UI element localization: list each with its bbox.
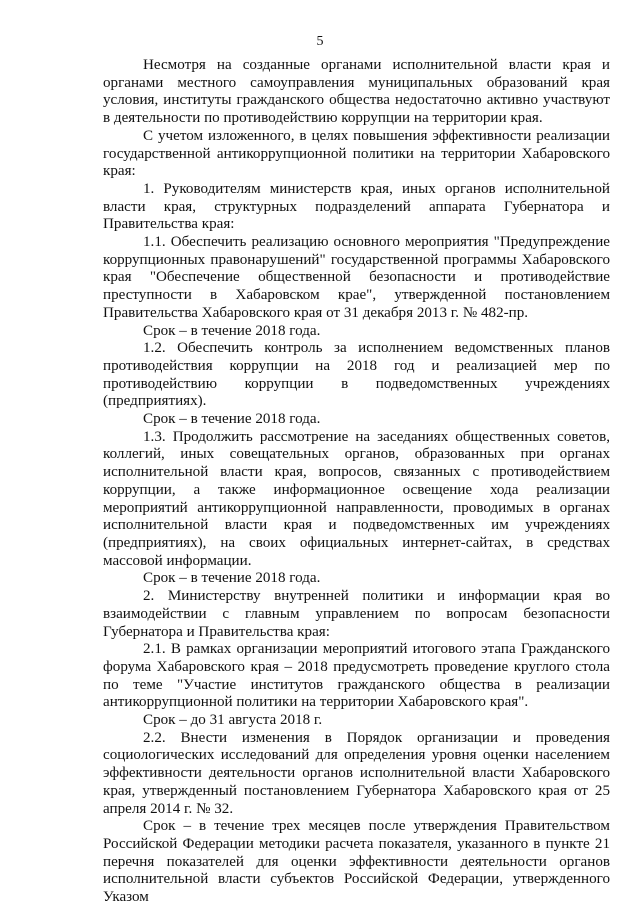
deadline-item-2-2: Срок – в течение трех месяцев после утверждения Правительством Российской Федерации методики расчета показателя, указанного в пункте 21 перечня показателей для оценки эффективности деятельности органов исполнительной власти субъектов Российской Федерации, утвержденного Указом xyxy=(103,818,610,906)
paragraph-purpose: С учетом изложенного, в целях повышения эффективности реализации государственной антикоррупционной политики на территории Хабаровского края: xyxy=(103,127,610,180)
deadline-item-1-1: Срок – в течение 2018 года. xyxy=(143,322,321,339)
deadline-item-1-3: Срок – в течение 2018 года. xyxy=(143,570,321,587)
paragraph-item-2-2: 2.2. Внести изменения в Порядок организации и проведения социологических исследований для определения уровня оценки населением эффективности деятельности органов исполнительной власти Хабаровского края, утвержденный постановлением Губернатора Хабаровского края от 25 апреля 2014 г. № 32. xyxy=(103,729,610,817)
paragraph-item-2-1: 2.1. В рамках организации мероприятий итогового этапа Гражданского форума Хабаровского края – 2018 предусмотреть проведение круглого стола по теме "Участие институтов гражданского общества в реализации антикоррупционной политики на территории Хабаровского края". xyxy=(103,641,610,711)
deadline-item-1-2: Срок – в течение 2018 года. xyxy=(143,411,321,428)
document-body xyxy=(103,57,610,907)
paragraph-intro: Несмотря на созданные органами исполнительной власти края и органами местного самоуправления муниципальных образований края условия, институты гражданского общества недостаточно активно участвуют в деятельности по противодействию коррупции на территории края. xyxy=(103,57,610,127)
paragraph-item-1-2: 1.2. Обеспечить контроль за исполнением ведомственных планов противодействия коррупции на 2018 год и реализацией мер по противодействию коррупции в подведомственных учреждениях (предприятиях). xyxy=(103,340,610,410)
paragraph-item-1-3: 1.3. Продолжить рассмотрение на заседаниях общественных советов, коллегий, иных совещательных органов, образованных при органах исполнительной власти края, вопросов, связанных с противодействием коррупции, а также информационное освещение хода реализации мероприятий антикоррупционной направленности, проводимых в органах исполнительной власти края и подведомственных им учреждениях (предприятиях), на своих официальных интернет-сайтах, в средствах массовой информации. xyxy=(103,428,610,569)
deadline-item-2-1: Срок – до 31 августа 2018 г. xyxy=(143,712,323,729)
paragraph-item-1: 1. Руководителям министерств края, иных органов исполнительной власти края, структурных подразделений аппарата Губернатора и Правительства края: xyxy=(103,180,610,233)
page-number: 5 xyxy=(316,34,324,49)
paragraph-item-2: 2. Министерству внутренней политики и информации края во взаимодействии с главным управлением по вопросам безопасности Губернатора и Правительства края: xyxy=(103,588,610,640)
paragraph-item-1-1: 1.1. Обеспечить реализацию основного мероприятия "Предупреждение коррупционных правонарушений" государственной программы Хабаровского края "Обеспечение общественной безопасности и противодействие преступности в Хабаровском крае", утвержденной постановлением Правительства Хабаровского края от 31 декабря 2013 г. № 482-пр. xyxy=(103,234,610,321)
